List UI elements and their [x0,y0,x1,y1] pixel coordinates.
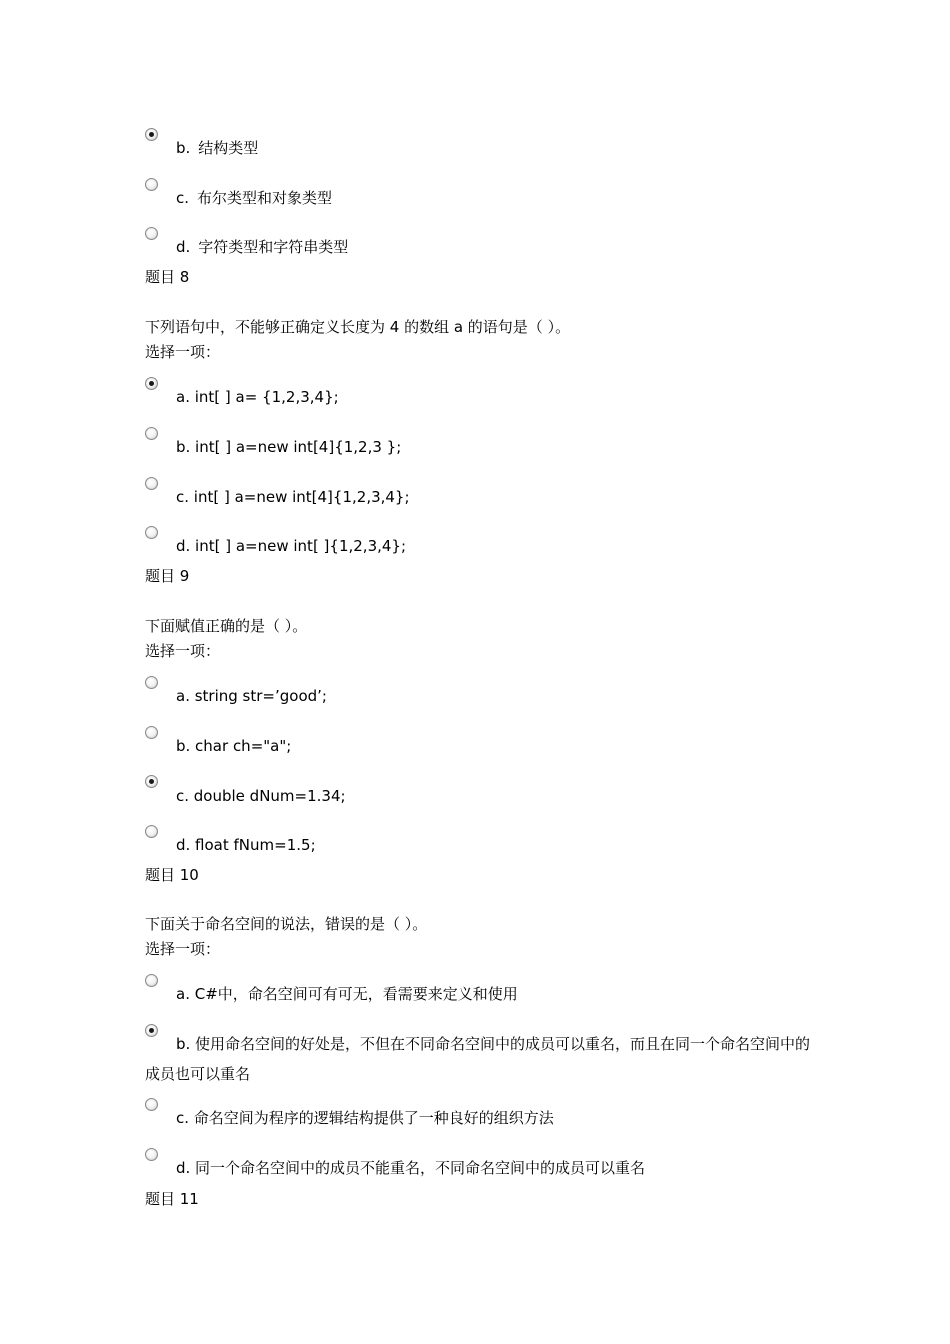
question-8-heading: 题目 8 [145,268,190,286]
q8-option-b[interactable]: b. int[ ] a=new int[4]{1,2,3 }; [176,438,402,456]
q8-option-a[interactable]: a. int[ ] a= {1,2,3,4}; [176,388,339,406]
q10-option-a[interactable]: a. C#中，命名空间可有可无，看需要来定义和使用 [176,985,518,1003]
radio-selected-dot [149,381,154,386]
option-label: c. [176,189,190,207]
q10-option-c-radio[interactable] [145,1098,158,1111]
option-text: 结构类型 [198,139,259,157]
q9-option-c[interactable]: c. double dNum=1.34; [176,787,346,805]
q8-option-d-radio[interactable] [145,526,158,539]
q8-option-c-radio[interactable] [145,477,158,490]
q10-option-d[interactable]: d. 同一个命名空间中的成员不能重名，不同命名空间中的成员可以重名 [176,1159,646,1177]
option-label: d. [176,238,191,256]
question-10-heading: 题目 10 [145,866,199,884]
q8-option-c[interactable]: c. int[ ] a=new int[4]{1,2,3,4}; [176,488,410,506]
q8-option-d[interactable]: d. int[ ] a=new int[ ]{1,2,3,4}; [176,537,407,555]
option-text: 布尔类型和对象类型 [197,189,333,207]
q9-option-b[interactable]: b. char ch="a"; [176,737,292,755]
question-8-text: 下列语句中，不能够正确定义长度为 4 的数组 a 的语句是（ ）。 [145,318,571,336]
option-text: 字符类型和字符串类型 [198,238,349,256]
q9-option-b-radio[interactable] [145,726,158,739]
question-11-heading: 题目 11 [145,1190,199,1208]
radio-selected-dot [149,132,154,137]
q7-option-b[interactable] [176,138,258,158]
q8-option-a-radio[interactable] [145,377,158,390]
question-9-text: 下面赋值正确的是（ ）。 [145,617,308,635]
q8-option-b-radio[interactable] [145,427,158,440]
q10-option-c[interactable]: c. 命名空间为程序的逻辑结构提供了一种良好的组织方法 [176,1109,554,1127]
q7-option-b-radio[interactable] [145,128,158,141]
q9-option-d[interactable]: d. float fNum=1.5; [176,836,316,854]
question-9-choose-label: 选择一项： [145,642,221,660]
q9-option-d-radio[interactable] [145,825,158,838]
question-10-text: 下面关于命名空间的说法，错误的是（ ）。 [145,915,428,933]
question-8-choose-label: 选择一项： [145,343,221,361]
q9-option-c-radio[interactable] [145,775,158,788]
q9-option-a-radio[interactable] [145,676,158,689]
question-10-choose-label: 选择一项： [145,940,221,958]
q7-option-d-radio[interactable] [145,227,158,240]
q9-option-a[interactable]: a. string str=’good’; [176,687,327,705]
radio-selected-dot [149,779,154,784]
q7-option-c[interactable] [176,188,332,208]
q10-option-a-radio[interactable] [145,974,158,987]
question-9-heading: 题目 9 [145,567,190,585]
q7-option-d[interactable] [176,237,348,257]
q10-option-d-radio[interactable] [145,1148,158,1161]
option-label: b. [176,139,191,157]
q10-option-b[interactable]: b. 使用命名空间的好处是，不但在不同命名空间中的成员可以重名，而且在同一个命名空间中的成员也可以重名 [145,1035,811,1083]
q7-option-c-radio[interactable] [145,178,158,191]
